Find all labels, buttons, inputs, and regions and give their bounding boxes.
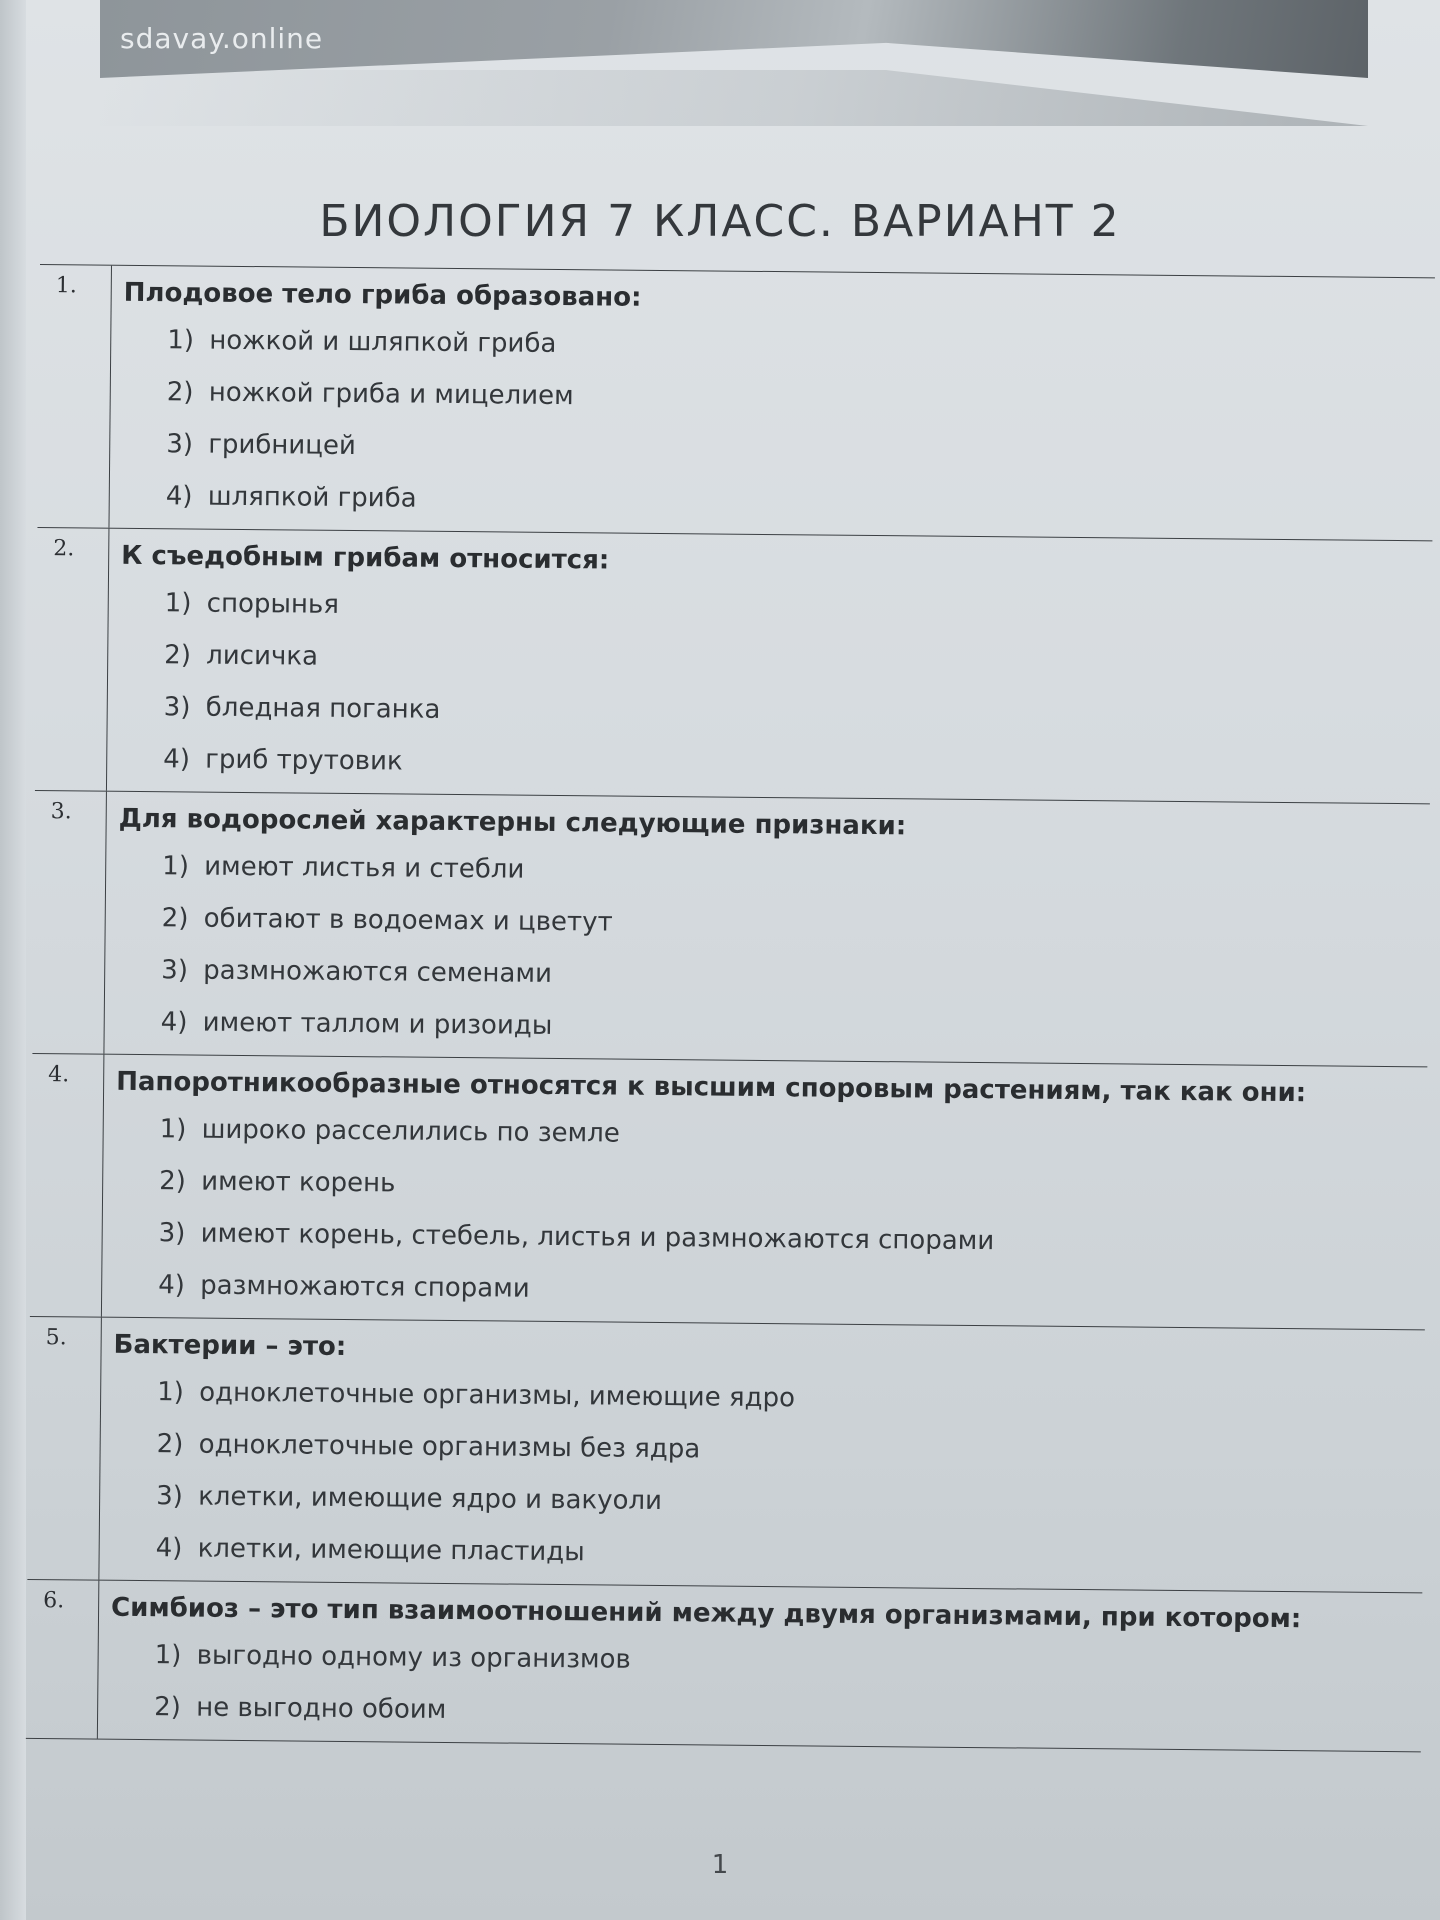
option-marker: 3) (161, 955, 189, 986)
option-text: спорынья (206, 588, 340, 620)
question-text: Бактерии – это: (113, 1329, 347, 1362)
option-marker: 3) (166, 429, 194, 460)
question-row (37, 265, 1434, 541)
option-text: ножкой гриба и мицелием (208, 377, 574, 412)
option-marker: 1) (154, 1640, 182, 1671)
option-text: размножаются семенами (203, 955, 553, 989)
option-text: гриб трутовик (205, 744, 403, 777)
questions-table (26, 264, 1435, 1752)
page-title: БИОЛОГИЯ 7 КЛАСС. ВАРИАНТ 2 (319, 196, 1121, 247)
option-text: выгодно одному из организмов (196, 1640, 631, 1675)
question-body (99, 1318, 1424, 1593)
option-marker: 4) (165, 481, 193, 512)
question-number: 2. (35, 528, 110, 791)
option-text: одноклеточные организмы без ядра (198, 1429, 701, 1465)
option-marker: 4) (155, 1533, 183, 1564)
page-number: 1 (711, 1850, 729, 1880)
option-marker: 1) (157, 1377, 185, 1408)
question-body (109, 266, 1434, 541)
option-text: не выгодно обоим (196, 1692, 447, 1725)
question-number: 1. (37, 265, 112, 528)
option-text: лисичка (206, 640, 319, 672)
option-marker: 1) (162, 851, 190, 882)
option-text: одноклеточные организмы, имеющие ядро (199, 1377, 796, 1414)
option-marker: 3) (158, 1218, 186, 1249)
question-row (26, 1580, 1422, 1752)
option-marker: 4) (158, 1270, 186, 1301)
option-marker: 1) (167, 325, 195, 356)
page-edge (0, 0, 26, 1920)
option-marker: 2) (164, 640, 192, 671)
question-row (30, 1054, 1427, 1330)
question-text: Симбиоз – это тип взаимоотношений между двумя организмами, при котором: (110, 1592, 1302, 1635)
option-marker: 2) (156, 1429, 184, 1460)
question-text: Плодовое тело гриба образовано: (123, 277, 642, 313)
question-body (107, 529, 1432, 804)
option-text: грибницей (208, 429, 357, 462)
question-body (104, 792, 1429, 1067)
option-text: обитают в водоемах и цветут (203, 903, 613, 938)
option-text: клетки, имеющие пластиды (197, 1533, 585, 1568)
option-marker: 3) (156, 1481, 184, 1512)
question-text: Для водорослей характерны следующие признаки: (118, 803, 907, 842)
question-text: К съедобным грибам относится: (121, 540, 610, 576)
question-number: 3. (32, 791, 107, 1054)
question-body (98, 1581, 1422, 1752)
option-marker: 1) (159, 1114, 187, 1145)
option-marker: 4) (160, 1007, 188, 1038)
option-text: имеют корень (201, 1166, 396, 1199)
option-marker: 1) (164, 588, 192, 619)
option-marker: 2) (161, 903, 189, 934)
option-text: ножкой и шляпкой гриба (209, 325, 557, 359)
question-text: Папоротникообразные относятся к высшим споровым растениям, так как они: (116, 1066, 1307, 1109)
option-marker: 4) (163, 744, 191, 775)
option-text: имеют листья и стебли (204, 851, 525, 885)
site-watermark: sdavay.online (120, 22, 324, 55)
option-marker: 2) (166, 377, 194, 408)
question-number: 6. (26, 1580, 100, 1739)
option-text: клетки, имеющие ядро и вакуоли (198, 1481, 663, 1517)
option-marker: 3) (163, 692, 191, 723)
question-row (27, 1317, 1424, 1593)
option-marker: 2) (154, 1692, 181, 1723)
question-number: 4. (30, 1054, 105, 1317)
option-text: имеют корень, стебель, листья и размножаются спорами (200, 1218, 995, 1257)
question-row (35, 528, 1432, 804)
option-marker: 2) (159, 1166, 187, 1197)
option-text: размножаются спорами (200, 1270, 530, 1304)
question-row (32, 791, 1429, 1067)
option-text: имеют таллом и ризоиды (202, 1007, 553, 1041)
option-text: шляпкой гриба (207, 481, 417, 514)
question-body (102, 1055, 1427, 1330)
option-text: бледная поганка (205, 692, 441, 725)
option-text: широко расселились по земле (201, 1114, 620, 1149)
header-band-shade (100, 70, 1368, 126)
question-number: 5. (27, 1317, 102, 1580)
